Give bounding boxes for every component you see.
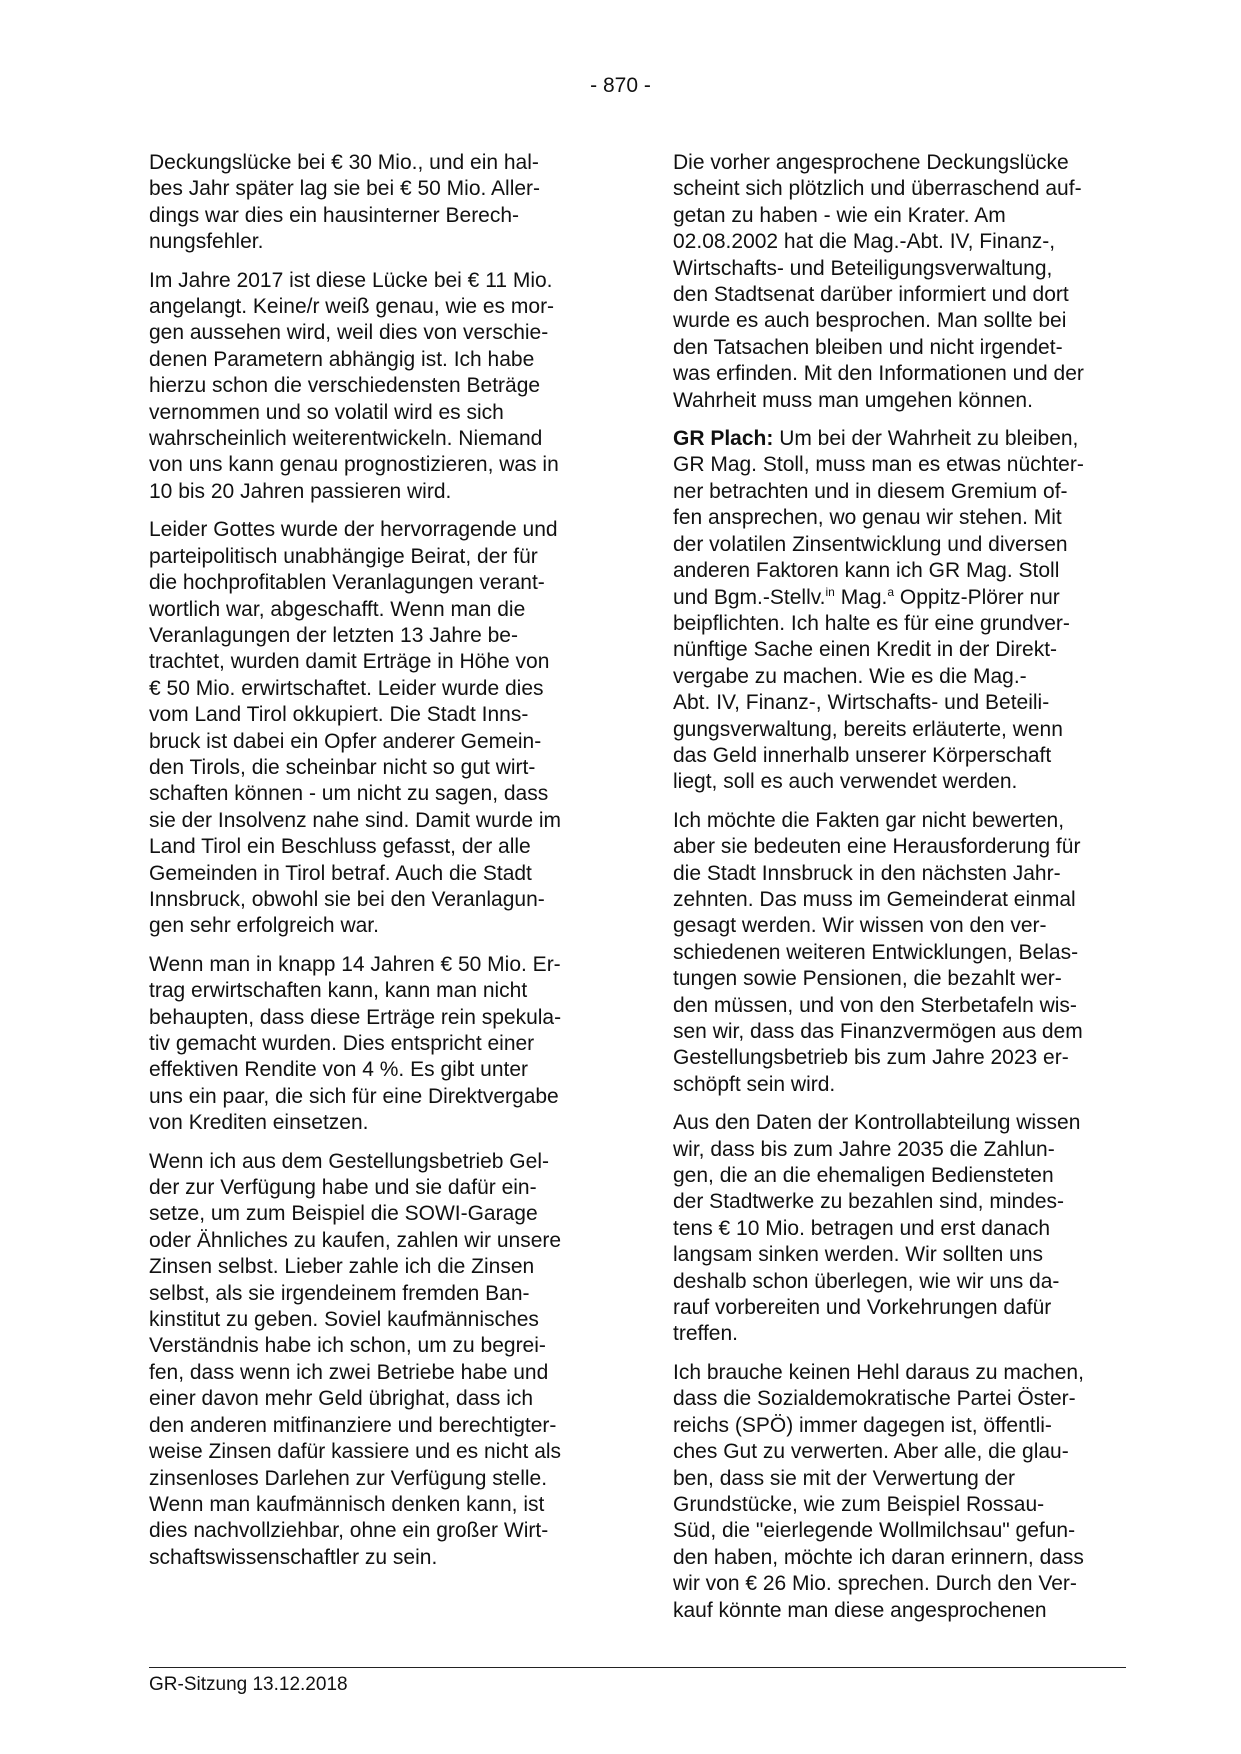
paragraph: Leider Gottes wurde der hervorragende und parteipolitisch unabhängige Beirat, der für die hochprofitablen Veranlagungen verant- wortlich war, abgeschafft. Wenn man die Veranlagungen der letzten 13 Jahre be- trachtet, wurden damit Erträge in Höhe von € 50 Mio. erwirtschaftet. Leider wurde dies vom Land Tirol okkupiert. Die Stadt Inns- bruck ist dabei ein Opfer anderer Gemein- den Tirols, die scheinbar nicht so gut wirt- schaften können - um nicht zu sagen, dass sie der Insolvenz nahe sind. Damit wurde im Land Tirol ein Beschluss gefasst, der alle Gemeinden in Tirol betraf. Auch die Stadt Innsbruck, obwohl sie bei den Veranlagun- gen sehr erfolgreich war. [149, 518, 562, 938]
paragraph: Wenn ich aus dem Gestellungsbetrieb Gel- der zur Verfügung habe und sie dafür ein- setze, um zum Beispiel die SOWI-Garage oder Ähnliches zu kaufen, zahlen wir unsere Zinsen selbst. Lieber zahle ich die Zinsen selbst, als sie irgendeinem fremden Ban- kinstitut zu geben. Soviel kaufmännisches Verständnis habe ich schon, um zu begrei- fen, dass wenn ich zwei Betriebe habe und einer davon mehr Geld übrighat, dass ich den anderen mitfinanziere und berechtigter- weise Zinsen dafür kassiere und es nicht als zinsenloses Darlehen zur Verfügung stelle. Wenn man kaufmännisch denken kann, ist dies nachvollziehbar, ohne ein großer Wirt- schaftswissenschaftler zu sein. [149, 1149, 562, 1569]
left-column [149, 150, 601, 1583]
footer-text: GR-Sitzung 13.12.2018 [149, 1674, 348, 1695]
paragraph-speaker [673, 426, 1125, 796]
paragraph: Ich brauche keinen Hehl daraus zu machen, dass die Sozialdemokratische Partei Öster- reichs (SPÖ) immer dagegen ist, öffentli- ches Gut zu verwerten. Aber alle, die glau- ben, dass sie mit der Verwertung der Grundstücke, wie zum Beispiel Rossau- Süd, die "eierlegende Wollmilchsau" gefun- den haben, möchte ich daran erinnern, dass wir von € 26 Mio. sprechen. Durch den Ver- kauf könnte man diese angesprochenen [673, 1360, 1084, 1622]
page-number: - 870 - [590, 74, 651, 97]
footer-rule [149, 1667, 1126, 1668]
paragraph: Ich möchte die Fakten gar nicht bewerten, aber sie bedeuten eine Herausforderung für die Stadt Innsbruck in den nächsten Jahr- zehnten. Das muss im Gemeinderat einmal gesagt werden. Wir wissen von den ver- schiedenen weiteren Entwicklungen, Belas- tungen sowie Pensionen, die bezahlt wer- den müssen, und von den Sterbetafeln wis- sen wir, dass das Finanzvermögen aus dem Gestellungsbetrieb bis zum Jahre 2023 er- schöpft sein wird. [673, 808, 1083, 1096]
paragraph: Wenn man in knapp 14 Jahren € 50 Mio. Er- trag erwirtschaften kann, kann man nicht behaupten, dass diese Erträge rein spekula- tiv gemacht wurden. Dies entspricht einer effektiven Rendite von 4 %. Es gibt unter uns ein paar, die sich für eine Direktvergabe von Krediten einsetzen. [149, 952, 562, 1135]
paragraph: Im Jahre 2017 ist diese Lücke bei € 11 Mio. angelangt. Keine/r weiß genau, wie es mor- gen aussehen wird, weil dies von verschie- denen Parametern abhängig ist. Ich habe hierzu schon die verschiedensten Beträge vernommen und so volatil wird es sich wahrscheinlich weiterentwickeln. Niemand von uns kann genau prognostizieren, was in 10 bis 20 Jahren passieren wird. [149, 268, 559, 503]
text-run: Um bei der Wahrheit zu bleiben, GR Mag. Stoll, muss man es etwas nüchter- ner betrachten und in diesem Gremium of- fen ansprechen, wo genau wir stehen. Mit der volatilen Zinsentwicklung und diversen anderen Faktoren kann ich GR Mag. Stoll und Bgm.-Stellv. [673, 427, 1084, 609]
right-column [673, 150, 1125, 1636]
text-run: Mag. [834, 585, 888, 609]
text-run: Oppitz-Plörer nur beipflichten. Ich halte es für eine grundver- nünftige Sache einen Kredit in der Direkt- vergabe zu machen. Wie es die Mag.- Abt. IV, Finanz-, Wirtschafts- und Beteili- gungsverwaltung, bereits erläuterte, wenn das Geld innerhalb unserer Körperschaft liegt, soll es auch verwendet werden. [673, 585, 1070, 794]
speaker-name: GR Plach: [673, 427, 774, 451]
paragraph: Die vorher angesprochene Deckungslücke scheint sich plötzlich und überraschend auf- getan zu haben - wie ein Krater. Am 02.08.2002 hat die Mag.-Abt. IV, Finanz-, Wirtschafts- und Beteiligungsverwaltung, den Stadtsenat darüber informiert und dort wurde es auch besprochen. Man sollte bei den Tatsachen bleiben und nicht irgendet- was erfinden. Mit den Informationen und der Wahrheit muss man umgehen können. [673, 151, 1084, 412]
paragraph: Aus den Daten der Kontrollabteilung wissen wir, dass bis zum Jahre 2035 die Zahlun- gen, die an die ehemaligen Bediensteten der Stadtwerke zu bezahlen sind, mindes- tens € 10 Mio. betragen und erst danach langsam sinken werden. Wir sollten uns deshalb schon überlegen, wie wir uns da- rauf vorbereiten und Vorkehrungen dafür treffen. [673, 1111, 1081, 1346]
paragraph: Deckungslücke bei € 30 Mio., und ein hal- bes Jahr später lag sie bei € 50 Mio. Aller- dings war dies ein hausinterner Berech- nungsfehler. [149, 151, 541, 254]
superscript: in [825, 584, 835, 599]
superscript: a [887, 584, 895, 599]
